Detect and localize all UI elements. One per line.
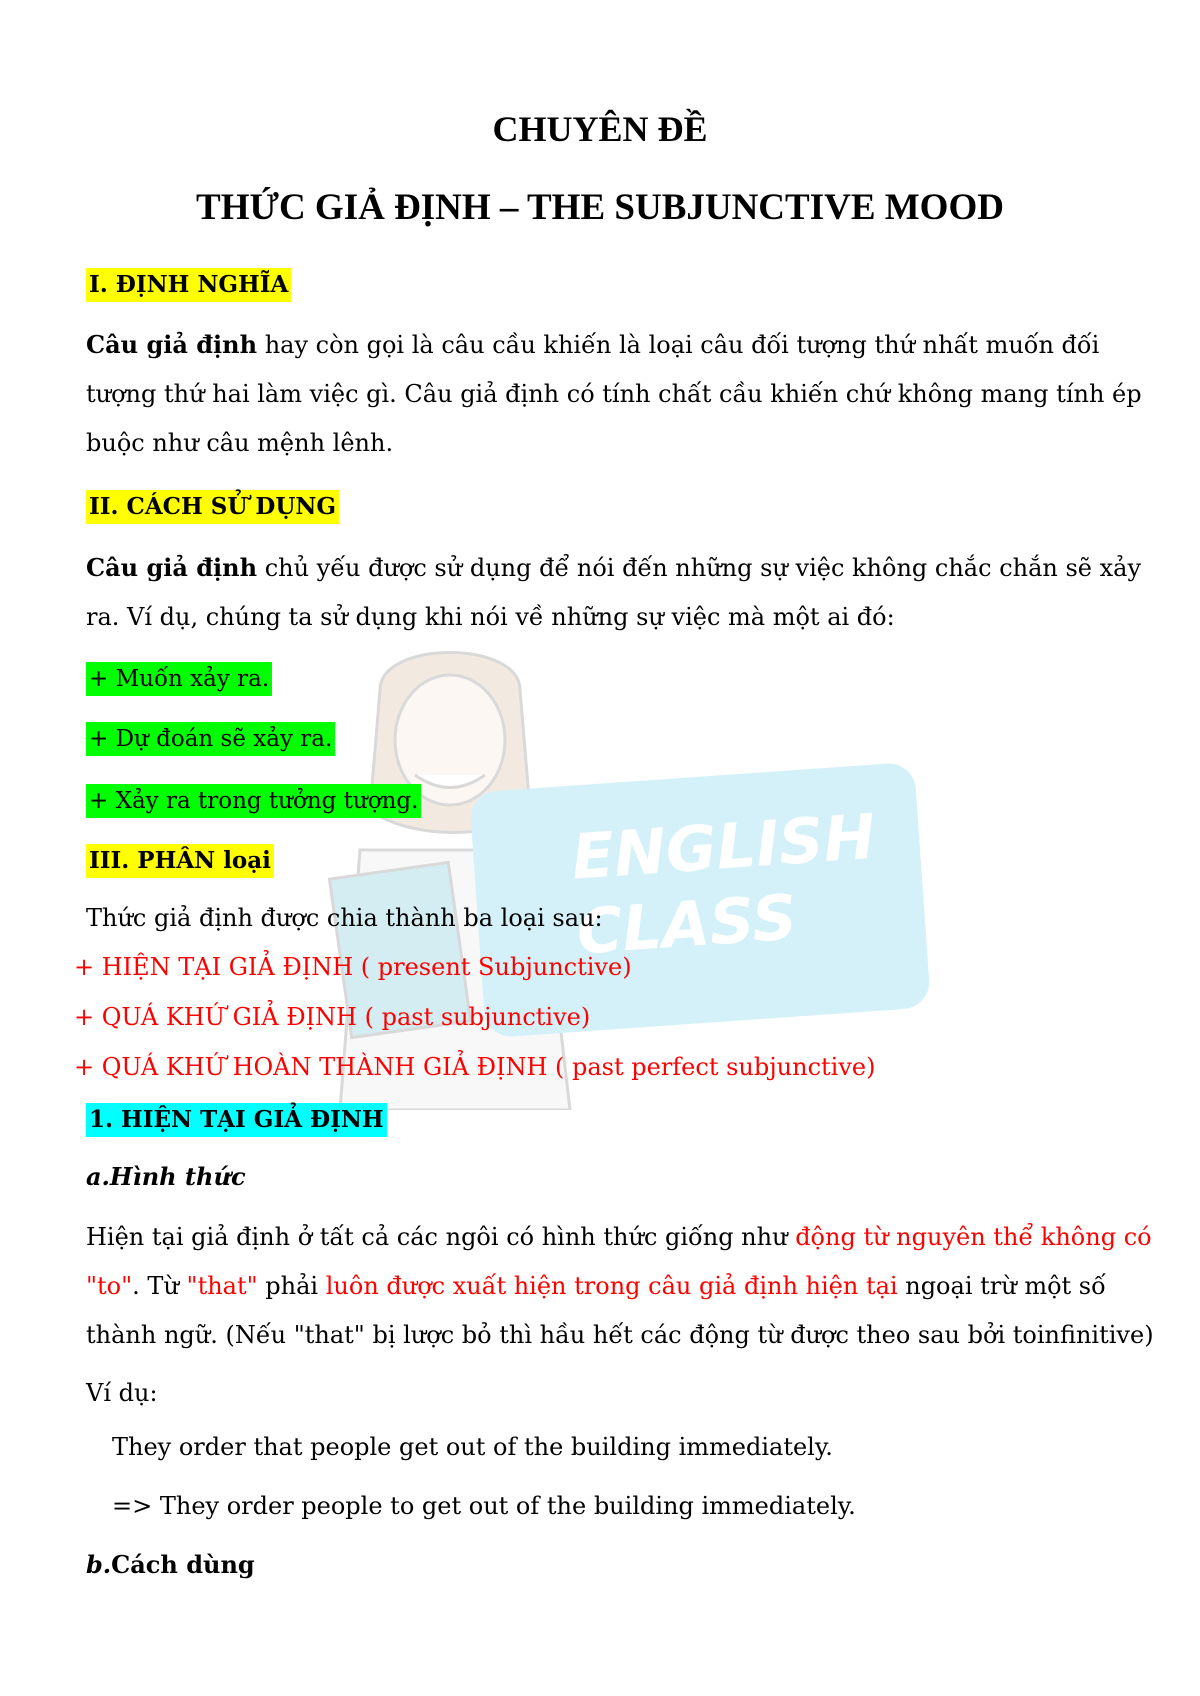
english-class-watermark <box>320 650 930 1110</box>
example-sentence-2: => They order people to get out of the building immediately. <box>112 1492 856 1520</box>
form-red-1: động từ nguyên thể không có "to" <box>86 1223 1152 1300</box>
subsection-heading-present: 1. HIỆN TẠI GIẢ ĐỊNH <box>86 1103 387 1137</box>
watermark-text-class: CLASS <box>574 880 800 969</box>
usage-paragraph <box>86 543 1166 642</box>
form-text-4: ngoại trừ một số thành ngữ. (Nếu "that" bị lược bỏ thì hầu hết các động từ được theo sau bởi toinfinitive) <box>86 1272 1154 1349</box>
usage-term: Câu giả định <box>86 553 258 582</box>
form-text-3: phải <box>257 1272 326 1300</box>
form-text-1: Hiện tại giả định ở tất cả các ngôi có hình thức giống như <box>86 1223 796 1251</box>
usage-item-1: + Muốn xảy ra. <box>86 662 272 696</box>
usage-item-2: + Dự đoán sẽ xảy ra. <box>86 722 335 756</box>
document-title-line1: CHUYÊN ĐỀ <box>492 109 708 149</box>
form-red-2: "that" <box>186 1272 258 1300</box>
section-heading-classification: III. PHÂN loại <box>86 844 274 878</box>
usage-item-3: + Xảy ra trong tưởng tượng. <box>86 784 421 818</box>
definition-text: hay còn gọi là câu cầu khiến là loại câu đối tượng thứ nhất muốn đối tượng thứ hai làm việc gì. Câu giả định có tính chất cầu khiến chứ không mang tính ép buộc như câu mệnh lênh. <box>86 331 1142 457</box>
form-red-3: luôn được xuất hiện trong câu giả định hiện tại <box>325 1272 898 1300</box>
example-label: Ví dụ: <box>86 1379 158 1407</box>
watermark-text-english: ENGLISH <box>569 799 878 894</box>
classification-type-2: + QUÁ KHỨ GIẢ ĐỊNH ( past subjunctive) <box>74 1003 591 1031</box>
classification-type-3: + QUÁ KHỨ HOÀN THÀNH GIẢ ĐỊNH ( past perfect subjunctive) <box>74 1053 876 1081</box>
subsection-b-title: Cách dùng <box>111 1550 255 1579</box>
subsection-a-letter: a. <box>86 1162 110 1191</box>
subsection-a-title: Hình thức <box>109 1162 246 1191</box>
form-paragraph <box>86 1213 1176 1360</box>
definition-paragraph <box>86 320 1166 468</box>
classification-type-1: + HIỆN TẠI GIẢ ĐỊNH ( present Subjunctive) <box>74 953 632 981</box>
usage-text: chủ yếu được sử dụng để nói đến những sự việc không chắc chắn sẽ xảy ra. Ví dụ, chúng ta sử dụng khi nói về những sự việc mà một ai đó: <box>86 554 1142 631</box>
document-title-line2: THỨC GIẢ ĐỊNH – THE SUBJUNCTIVE MOOD <box>196 187 1004 228</box>
example-sentence-1: They order that people get out of the building immediately. <box>112 1433 833 1461</box>
classification-intro: Thức giả định được chia thành ba loại sau: <box>86 904 603 932</box>
subsection-b-heading <box>86 1550 255 1580</box>
form-text-2: . Từ <box>132 1272 187 1300</box>
section-heading-usage: II. CÁCH SỬ DỤNG <box>86 490 339 524</box>
definition-term: Câu giả định <box>86 330 258 359</box>
subsection-b-letter: b. <box>86 1550 112 1579</box>
subsection-a-heading <box>86 1162 246 1192</box>
section-heading-definition: I. ĐỊNH NGHĨA <box>86 268 291 302</box>
